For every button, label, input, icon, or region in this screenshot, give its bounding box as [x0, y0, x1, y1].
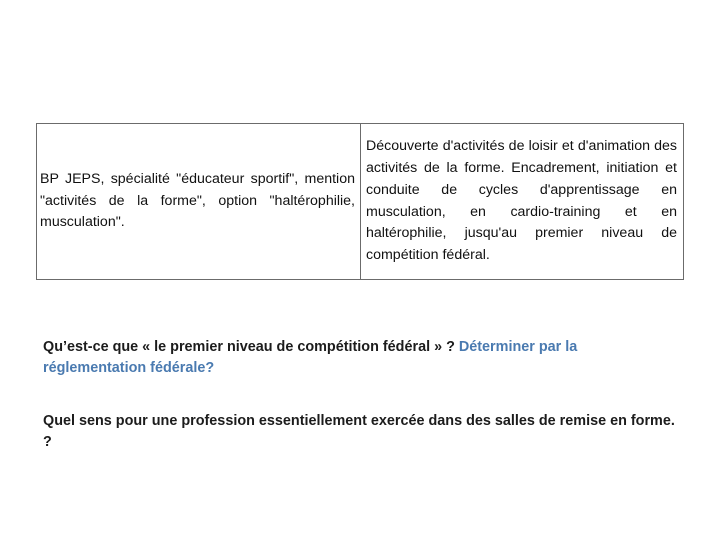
table-cell-diploma [37, 124, 361, 279]
description-text: Découverte d'activités de loisir et d'animation des activités de la forme. Encadrement, initiation et conduite de cycles d'apprentissage en musculation, en cardio-training et en haltérophilie, jusqu'au premier niveau de compétition fédéral. [366, 138, 677, 264]
question-1-highlight: Déterminer par la réglementation fédérale? [43, 339, 578, 376]
info-table [36, 123, 684, 280]
question-1 [43, 337, 683, 379]
table-cell-description [361, 124, 683, 279]
question-2: Quel sens pour une profession essentiellement exercée dans des salles de remise en forme. ? [43, 413, 675, 450]
diploma-text: BP JEPS, spécialité "éducateur sportif", mention "activités de la forme", option "haltérophilie, musculation". [40, 170, 355, 231]
questions-block [43, 337, 683, 453]
question-1-text: Qu’est-ce que « le premier niveau de compétition fédéral » ? [43, 339, 459, 355]
